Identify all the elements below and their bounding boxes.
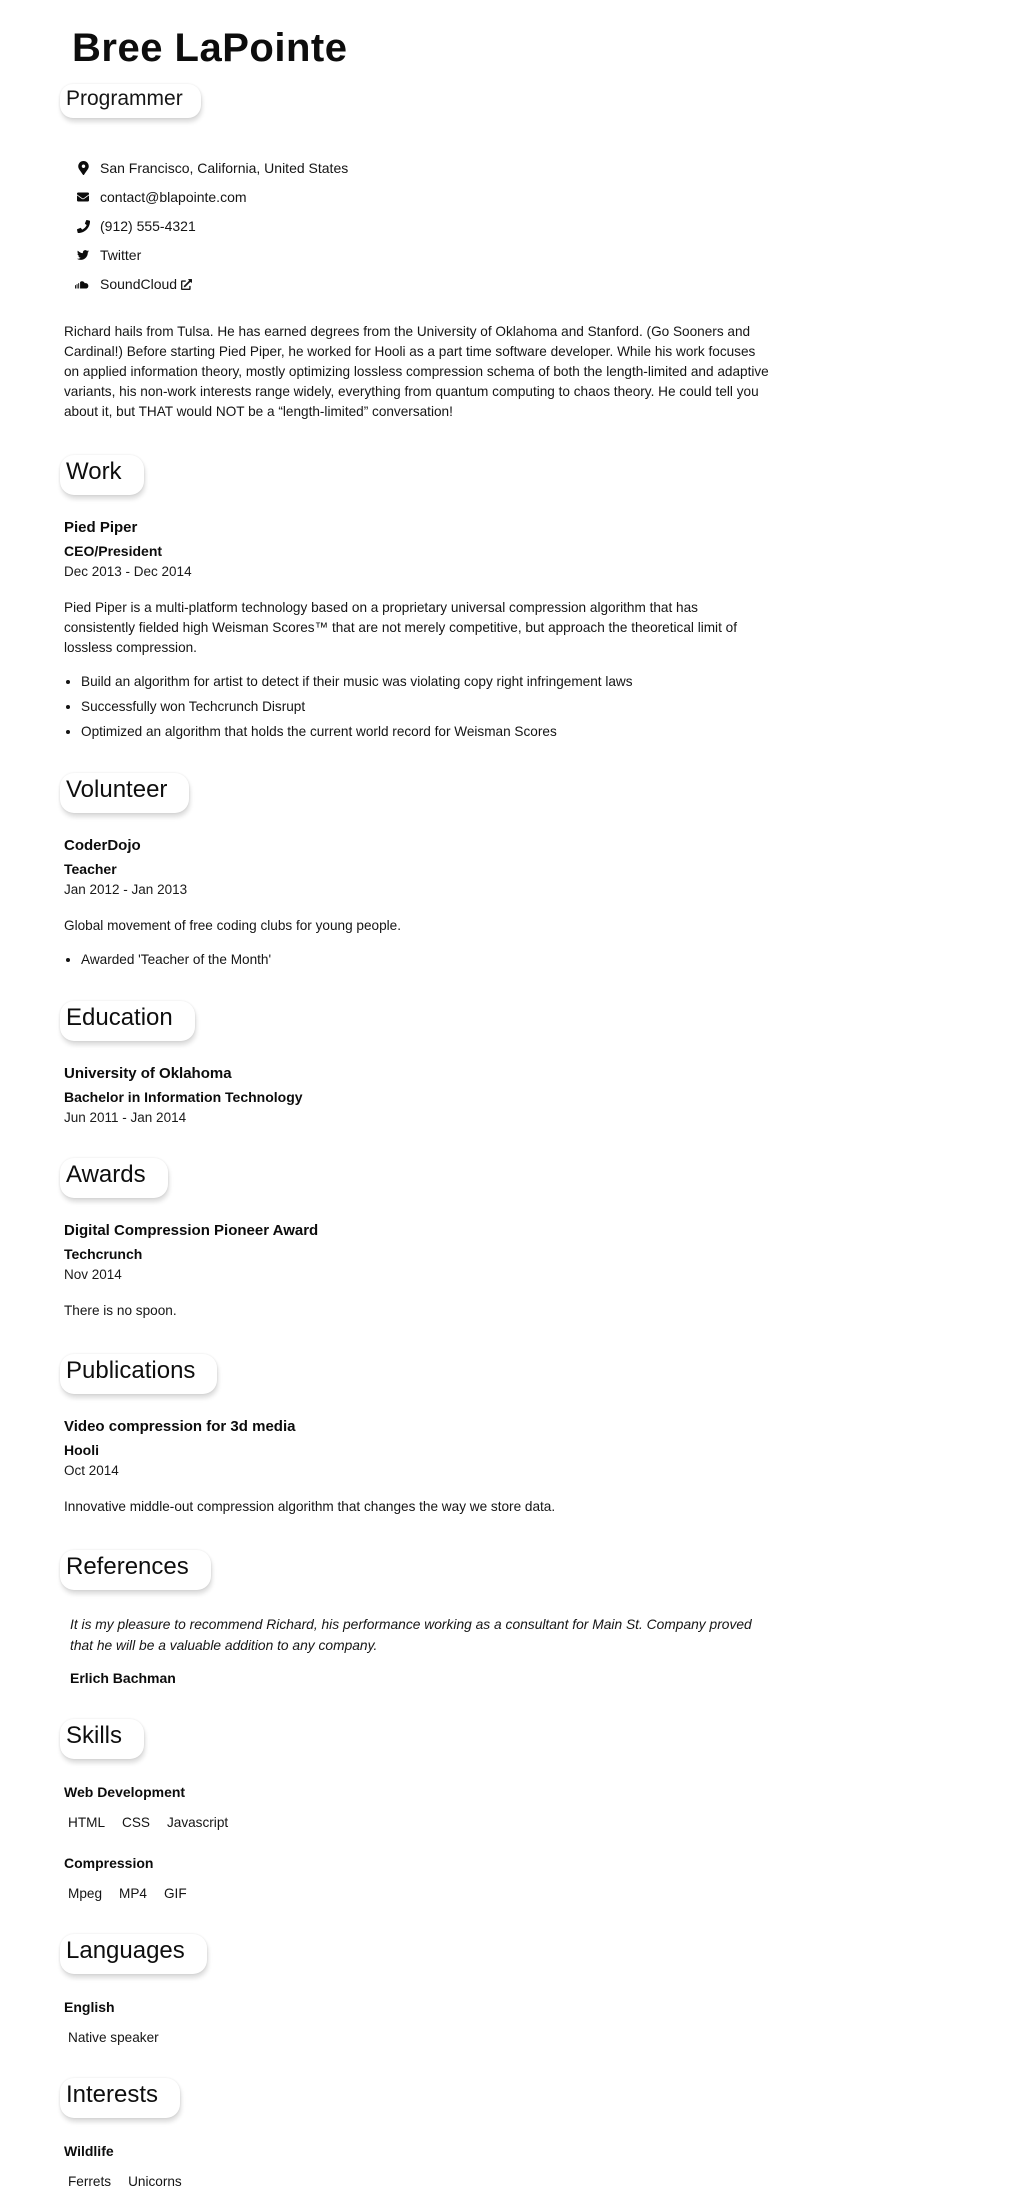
twitter-link[interactable]: Twitter xyxy=(100,247,142,263)
work-company: Pied Piper xyxy=(64,519,138,536)
section-volunteer xyxy=(64,773,775,968)
award-summary: There is no spoon. xyxy=(64,1303,177,1318)
highlight-item: • Successfully won Techcrunch Disrupt xyxy=(81,698,775,715)
skill-group-name: Web Development xyxy=(64,1784,186,1800)
skill-group-name: Compression xyxy=(64,1855,154,1871)
skill-keywords xyxy=(68,1886,775,1901)
envelope-icon xyxy=(75,191,91,203)
work-dates: Dec 2013 - Dec 2014 xyxy=(64,564,192,579)
education-entry xyxy=(64,1065,775,1125)
volunteer-entry xyxy=(64,837,775,968)
award-title: Digital Compression Pioneer Award xyxy=(64,1222,319,1239)
language-name: English xyxy=(64,1999,115,2015)
volunteer-highlights xyxy=(64,951,775,968)
skills-heading: Skills xyxy=(60,1719,144,1759)
soundcloud-link[interactable] xyxy=(100,276,192,292)
contact-location-text: San Francisco, California, United States xyxy=(100,160,349,176)
contact-list xyxy=(64,160,775,292)
award-entry xyxy=(64,1222,775,1321)
interests-heading: Interests xyxy=(60,2078,180,2118)
section-awards xyxy=(64,1158,775,1321)
skill-keywords xyxy=(68,1815,775,1830)
award-date: Nov 2014 xyxy=(64,1267,122,1282)
education-institution: University of Oklahoma xyxy=(64,1065,232,1082)
work-heading: Work xyxy=(60,455,144,495)
skill-keyword: HTML xyxy=(68,1815,106,1830)
interest-name: Wildlife xyxy=(64,2143,114,2159)
volunteer-summary: Global movement of free coding clubs for young people. xyxy=(64,918,402,933)
job-title-badge: Programmer xyxy=(60,84,201,118)
awards-heading: Awards xyxy=(60,1158,168,1198)
section-work xyxy=(64,455,775,740)
publication-publisher: Hooli xyxy=(64,1442,99,1458)
skill-keyword: MP4 xyxy=(119,1886,147,1901)
twitter-icon xyxy=(75,249,91,261)
references-heading: References xyxy=(60,1550,211,1590)
skill-keyword: Mpeg xyxy=(68,1886,103,1901)
volunteer-dates: Jan 2012 - Jan 2013 xyxy=(64,882,188,897)
interest-keyword: Ferrets xyxy=(68,2174,112,2189)
soundcloud-icon xyxy=(75,279,91,290)
publication-name: Video compression for 3d media xyxy=(64,1418,296,1435)
volunteer-heading: Volunteer xyxy=(60,773,189,813)
education-dates: Jun 2011 - Jan 2014 xyxy=(64,1110,187,1125)
section-references xyxy=(64,1550,775,1686)
email-link[interactable]: contact@blapointe.com xyxy=(100,189,247,205)
reference-name: Erlich Bachman xyxy=(70,1670,176,1686)
section-interests xyxy=(64,2078,775,2189)
section-languages xyxy=(64,1934,775,2045)
publication-date: Oct 2014 xyxy=(64,1463,119,1478)
section-skills xyxy=(64,1719,775,1901)
highlight-item: • Build an algorithm for artist to detect if their music was violating copy right infringement laws xyxy=(81,673,775,690)
interest-keyword: Unicorns xyxy=(128,2174,182,2189)
work-position: CEO/President xyxy=(64,543,163,559)
publication-summary: Innovative middle-out compression algorithm that changes the way we store data. xyxy=(64,1499,556,1514)
map-marker-icon xyxy=(75,161,91,175)
education-heading: Education xyxy=(60,1001,195,1041)
page-title: Bree LaPointe xyxy=(72,26,348,70)
highlight-item: • Optimized an algorithm that holds the current world record for Weisman Scores xyxy=(81,723,775,740)
award-awarder: Techcrunch xyxy=(64,1246,143,1262)
volunteer-position: Teacher xyxy=(64,861,117,877)
section-publications xyxy=(64,1354,775,1517)
external-link-icon xyxy=(181,279,192,290)
work-summary: Pied Piper is a multi-platform technology based on a proprietary universal compression algorithm that has consistently fielded high Weisman Scores™ that are not merely competitive, but approach the theoretical limit of lossless compression. xyxy=(64,600,737,655)
interest-keywords xyxy=(68,2174,775,2189)
work-highlights xyxy=(64,673,775,740)
reference-quote: It is my pleasure to recommend Richard, his performance working as a consultant for Main St. Company proved that he will be a valuable addition to any company. xyxy=(70,1617,752,1653)
languages-heading: Languages xyxy=(60,1934,207,1974)
skill-keyword: CSS xyxy=(122,1815,150,1830)
volunteer-organization: CoderDojo xyxy=(64,837,141,854)
section-education xyxy=(64,1001,775,1125)
contact-location xyxy=(75,160,775,176)
skill-keyword: Javascript xyxy=(166,1815,229,1830)
contact-twitter xyxy=(75,247,775,263)
skill-keyword: GIF xyxy=(163,1886,187,1901)
publication-entry xyxy=(64,1418,775,1517)
language-fluency: Native speaker xyxy=(68,2030,159,2045)
education-degree: Bachelor in Information Technology xyxy=(64,1089,303,1105)
contact-soundcloud xyxy=(75,276,775,292)
publications-heading: Publications xyxy=(60,1354,217,1394)
phone-link[interactable]: (912) 555-4321 xyxy=(100,218,196,234)
work-entry xyxy=(64,519,775,740)
phone-icon xyxy=(75,220,91,233)
profile-summary: Richard hails from Tulsa. He has earned degrees from the University of Oklahoma and Stanford. (Go Sooners and Cardinal!) Before starting Pied Piper, he worked for Hooli as a part time software developer. While his work focuses on applied information theory, mostly optimizing lossless compression schema of both the length-limited and adaptive variants, his non-work interests range widely, everything from quantum computing to chaos theory. He could tell you about it, but THAT would NOT be a “length-limited” conversation! xyxy=(64,324,769,419)
contact-phone xyxy=(75,218,775,234)
contact-email xyxy=(75,189,775,205)
soundcloud-link-text: SoundCloud xyxy=(100,276,178,292)
highlight-item: • Awarded 'Teacher of the Month' xyxy=(81,951,775,968)
